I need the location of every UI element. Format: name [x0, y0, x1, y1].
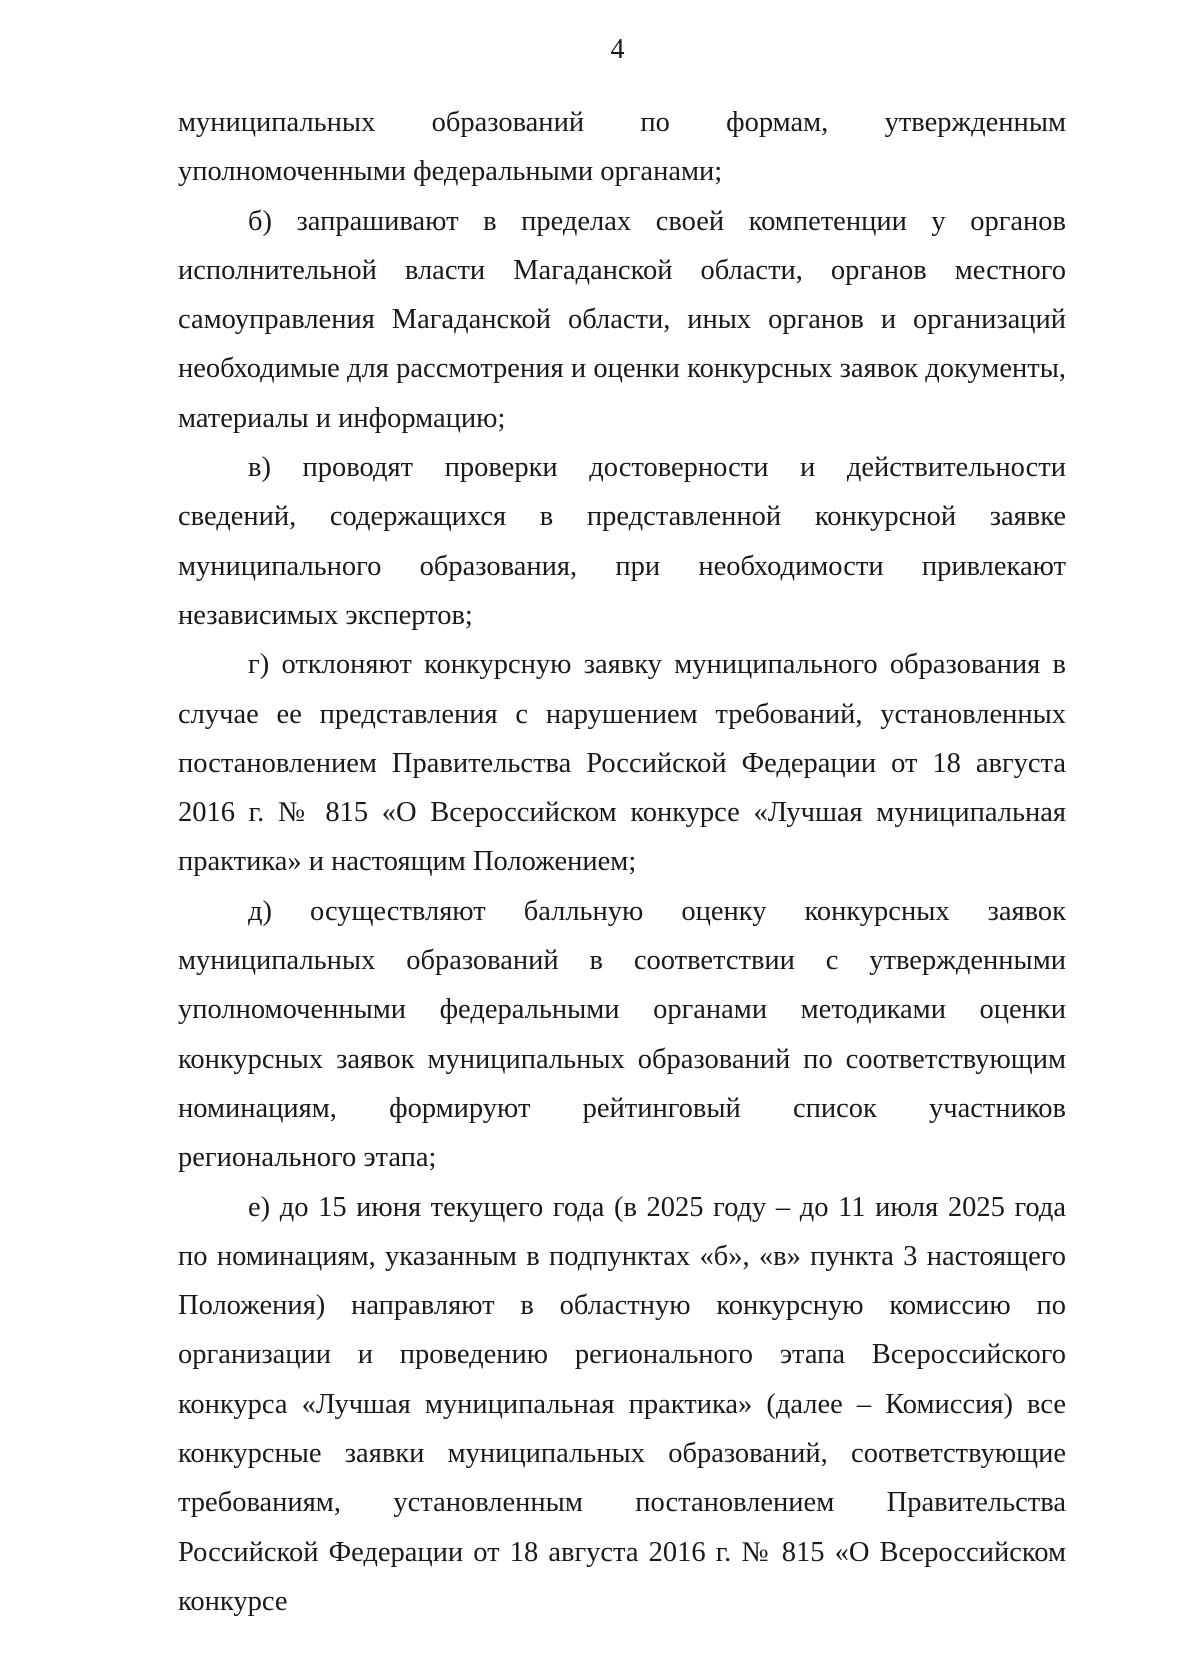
paragraph-item-d: д) осуществляют балльную оценку конкурсных заявок муниципальных образований в соответствии с утвержденными уполномоченными федеральными органами методиками оценки конкурсных заявок муниципальных образований по соответствующим номинациям, формируют рейтинговый список участников регионального этапа;	[178, 895, 1066, 1174]
paragraph-item-g: г) отклоняют конкурсную заявку муниципального образования в случае ее представления с нарушением требований, установленных постановлением Правительства Российской Федерации от 18 августа 2016 г. № 815 «О Всероссийском конкурсе «Лучшая муниципальная практика» и настоящим Положением;	[178, 649, 1066, 878]
paragraph-item-v: в) проводят проверки достоверности и действительности сведений, содержащихся в представленной конкурсной заявке муниципального образования, при необходимости привлекают независимых экспертов;	[178, 452, 1066, 631]
paragraph-continuation: муниципальных образований по формам, утвержденным уполномоченными федеральными органами;	[178, 107, 1066, 188]
paragraph-item-e: е) до 15 июня текущего года (в 2025 году – до 11 июля 2025 года по номинациям, указанным в подпунктах «б», «в» пункта 3 настоящего Положения) направляют в областную конкурсную комиссию по организации и проведению регионального этапа Всероссийского конкурса «Лучшая муниципальная практика» (далее – Комиссия) все конкурсные заявки муниципальных образований, соответствующие требованиям, установленным постановлением Правительства Российской Федерации от 18 августа 2016 г. № 815 «О Всероссийском конкурсе	[178, 1191, 1066, 1617]
page-number: 4	[610, 34, 625, 65]
document-body	[178, 98, 1066, 1626]
paragraph-item-b: б) запрашивают в пределах своей компетенции у органов исполнительной власти Магаданской области, органов местного самоуправления Магаданской области, иных органов и организаций необходимые для рассмотрения и оценки конкурсных заявок документы, материалы и информацию;	[178, 205, 1066, 434]
